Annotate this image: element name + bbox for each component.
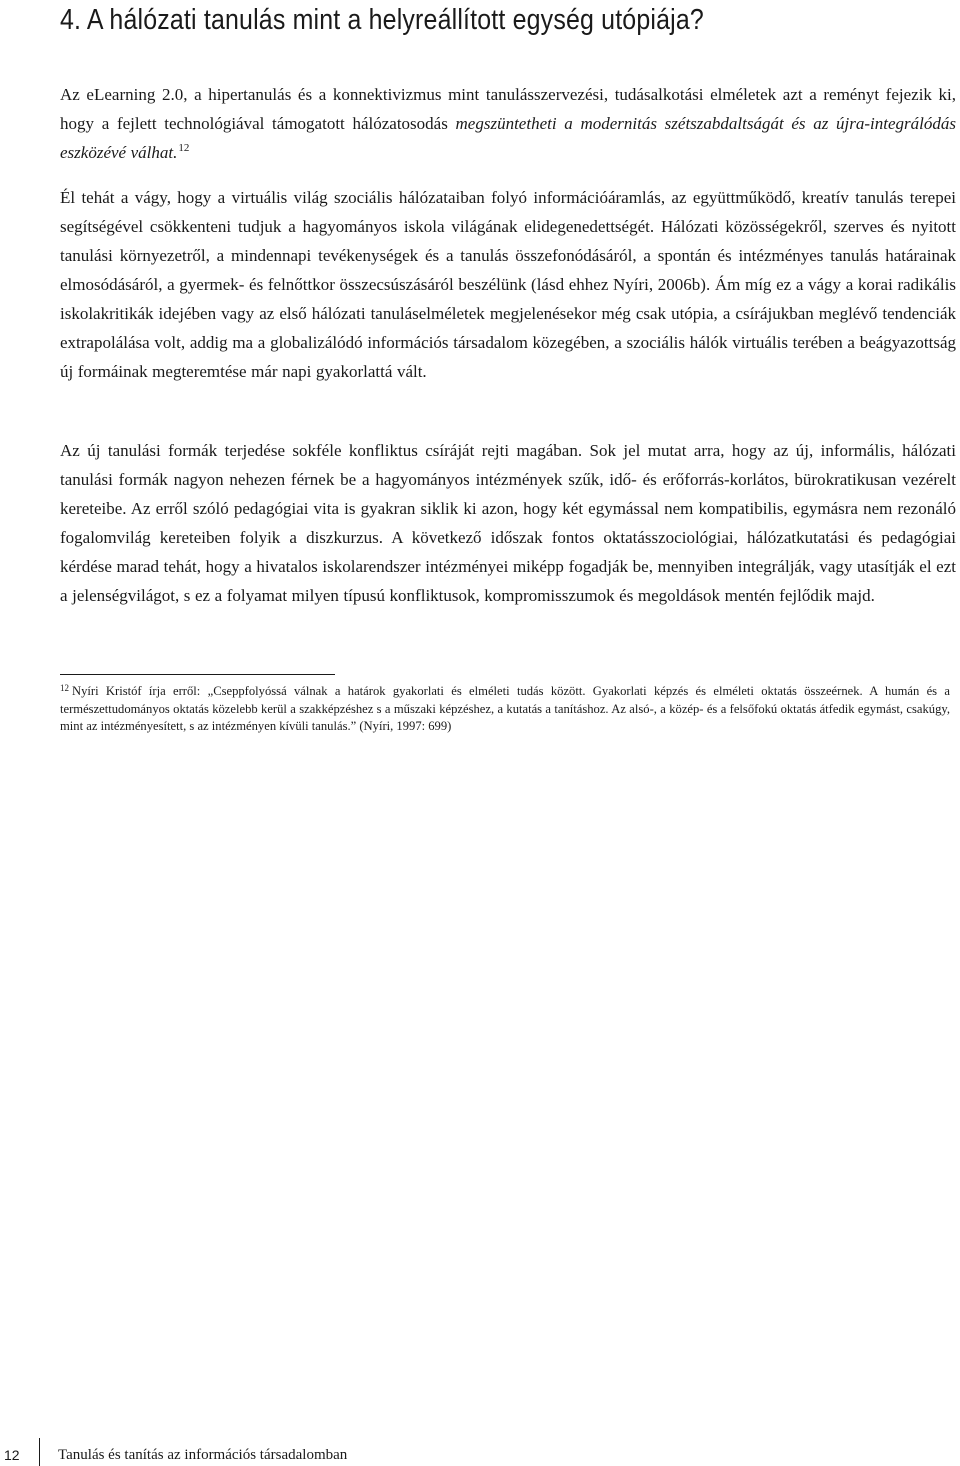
paragraph-desire: Él tehát a vágy, hogy a virtuális világ szociális hálózataiban folyó információáramlás, az együttműködő, kreatív tanulás terepei segítségével csökkenteni tudjuk a hagyományos iskola világának elidegenedettségét. Hálózati közösségekről, szerves és nyitott tanulási környezetről, a mindennapi tevékenységek és a tanulás összefonódásáról, a spontán és intézményes tanulás határainak elmosódásáról, a gyermek- és felnőttkor összecsúszásáról beszélünk (lásd ehhez Nyíri, 2006b). Ám míg ez a vágy a korai radikális iskolakritikák idejében vagy az első hálózati tanuláselméletek megjelenésekor még csak utópia, a csírájukban meglévő tendenciák extrapolálása volt, addig ma a globalizálódó információs társadalom közegében, a szociális hálók virtuális terében a beágyazottság új formáinak megteremtése már napi gyakorlattá vált. bbox=[60, 188, 956, 381]
paragraph-conflicts: Az új tanulási formák terjedése sokféle konfliktus csíráját rejti magában. Sok jel mutat arra, hogy az új, informális, hálózati tanulási formák nagyon nehezen férnek be a hagyományos intézmények szűk, idő- és erőforrás-korlátos, bürokratikusan vezérelt kereteibe. Az erről szóló pedagógiai vita is gyakran siklik ki azon, hogy két egymással nem kompatibilis, egymásra nem rezonáló fogalomvilág kereteiben folyik a diszkurzus. A következő időszak fontos oktatásszociológiai, hálózatkutatási és pedagógiai kérdése marad tehát, hogy a hivatalos iskolarendszer intézményei miképp fogadják be, mennyiben integrálják, vagy utasítják el ezt a jelenségvilágot, s ez a folyamat milyen típusú konfliktusok, kompromisszumok és megoldások mentén fejlődik majd. bbox=[60, 441, 956, 605]
footnote-text: Nyíri Kristóf írja erről: „Cseppfolyóssá válnak a határok gyakorlati és elméleti tudás között. Gyakorlati képzés és elméleti oktatás összeérnek. A humán és a természettudományos oktatás közelebb kerül a szakképzéshez s a műszaki képzéshez, a kutatás a tanításhoz. Az alsó-, a közép- és a felsőfokú oktatás átfedik egymást, csakúgy, mint az intézményesített, s az intézményen kívüli tanulás.” (Nyíri, 1997: 699) bbox=[60, 684, 950, 733]
page-title: 4. A hálózati tanulás mint a helyreállított egység utópiája? bbox=[60, 4, 704, 36]
footnote bbox=[60, 683, 950, 735]
footnote-number: 12 bbox=[60, 683, 69, 693]
footer-divider bbox=[39, 1438, 40, 1466]
footnote-reference[interactable]: 12 bbox=[178, 142, 190, 154]
running-title: Tanulás és tanítás az információs társadalomban bbox=[58, 1447, 348, 1463]
footnote-divider bbox=[60, 674, 335, 675]
paragraph-intro-text: Az eLearning 2.0, a hipertanulás és a konnektivizmus mint tanulásszervezési, tudásalkotási elméletek azt a reményt fejezik ki, hogy a fejlett technológiával támogatott hálózatosodás bbox=[60, 85, 956, 133]
paragraph-intro bbox=[60, 80, 956, 170]
paragraph-intro-italic: megszüntetheti a modernitás szétszabdaltságát és az újra-integrálódás eszközévé válhat. bbox=[60, 114, 956, 162]
page-number: 12 bbox=[4, 1447, 20, 1463]
